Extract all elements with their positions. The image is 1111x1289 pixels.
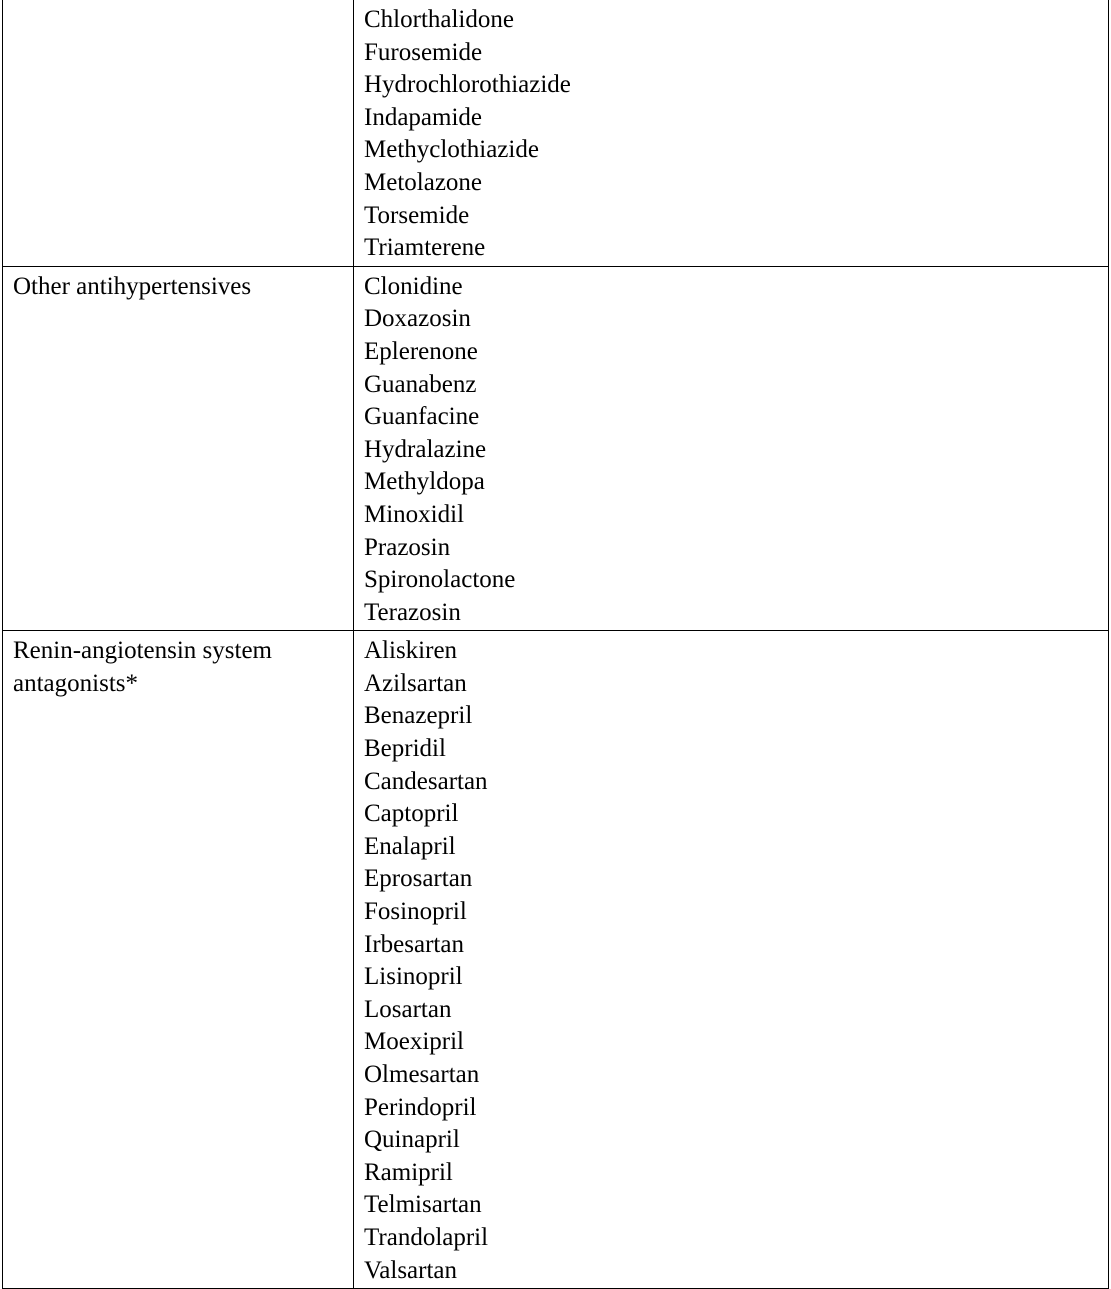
drug-name: Spironolactone [364, 566, 516, 594]
drug-list [364, 4, 1098, 265]
drug-name: Metolazone [364, 168, 483, 196]
drug-name: Ramipril [364, 1158, 453, 1186]
table-row [3, 266, 1109, 631]
drug-name: Captopril [364, 800, 459, 828]
drug-name: Trandolapril [364, 1223, 489, 1251]
table-row [3, 631, 1109, 1289]
drug-name: Guanfacine [364, 403, 480, 431]
drug-class-table [2, 0, 1109, 1289]
drug-name: Bepridil [364, 735, 446, 763]
drug-name: Doxazosin [364, 305, 471, 333]
drug-name: Enalapril [364, 832, 456, 860]
drug-list-cell [354, 631, 1109, 1289]
table-body [3, 0, 1109, 1289]
drug-name: Clonidine [364, 272, 463, 300]
drug-name: Quinapril [364, 1126, 460, 1154]
drug-name: Prazosin [364, 533, 451, 561]
drug-name: Minoxidil [364, 500, 465, 528]
drug-list-cell [354, 266, 1109, 631]
drug-name: Furosemide [364, 38, 483, 66]
drug-name: Chlorthalidone [364, 6, 514, 33]
table-row [3, 0, 1109, 266]
drug-list [364, 271, 1098, 630]
drug-name: Hydralazine [364, 435, 487, 463]
drug-name: Methyclothiazide [364, 136, 539, 164]
drug-name: Aliskiren [364, 637, 458, 665]
drug-name: Indapamide [364, 103, 483, 131]
drug-list [364, 635, 1098, 1287]
drug-name: Valsartan [364, 1256, 458, 1284]
drug-class-label: Renin-angiotensin system antagonists* [13, 637, 272, 697]
drug-class-cell [3, 0, 354, 266]
drug-name: Eprosartan [364, 865, 473, 893]
drug-list-cell [354, 0, 1109, 266]
drug-name: Terazosin [364, 598, 461, 626]
drug-name: Triamterene [364, 234, 486, 262]
drug-name: Benazepril [364, 702, 473, 730]
drug-name: Perindopril [364, 1093, 477, 1121]
drug-class-cell [3, 266, 354, 631]
drug-name: Azilsartan [364, 669, 467, 697]
drug-class-cell [3, 631, 354, 1289]
drug-name: Eplerenone [364, 337, 478, 365]
drug-name: Fosinopril [364, 898, 467, 926]
drug-name: Irbesartan [364, 930, 464, 958]
drug-name: Losartan [364, 995, 452, 1023]
drug-name: Torsemide [364, 201, 470, 229]
drug-name: Telmisartan [364, 1191, 482, 1219]
drug-name: Methyldopa [364, 468, 485, 496]
drug-name: Candesartan [364, 767, 488, 795]
drug-name: Guanabenz [364, 370, 477, 398]
drug-name: Hydrochlorothiazide [364, 71, 571, 99]
drug-name: Moexipril [364, 1028, 464, 1056]
drug-name: Olmesartan [364, 1061, 480, 1088]
drug-name: Lisinopril [364, 963, 463, 991]
drug-class-label: Other antihypertensives [13, 272, 252, 300]
